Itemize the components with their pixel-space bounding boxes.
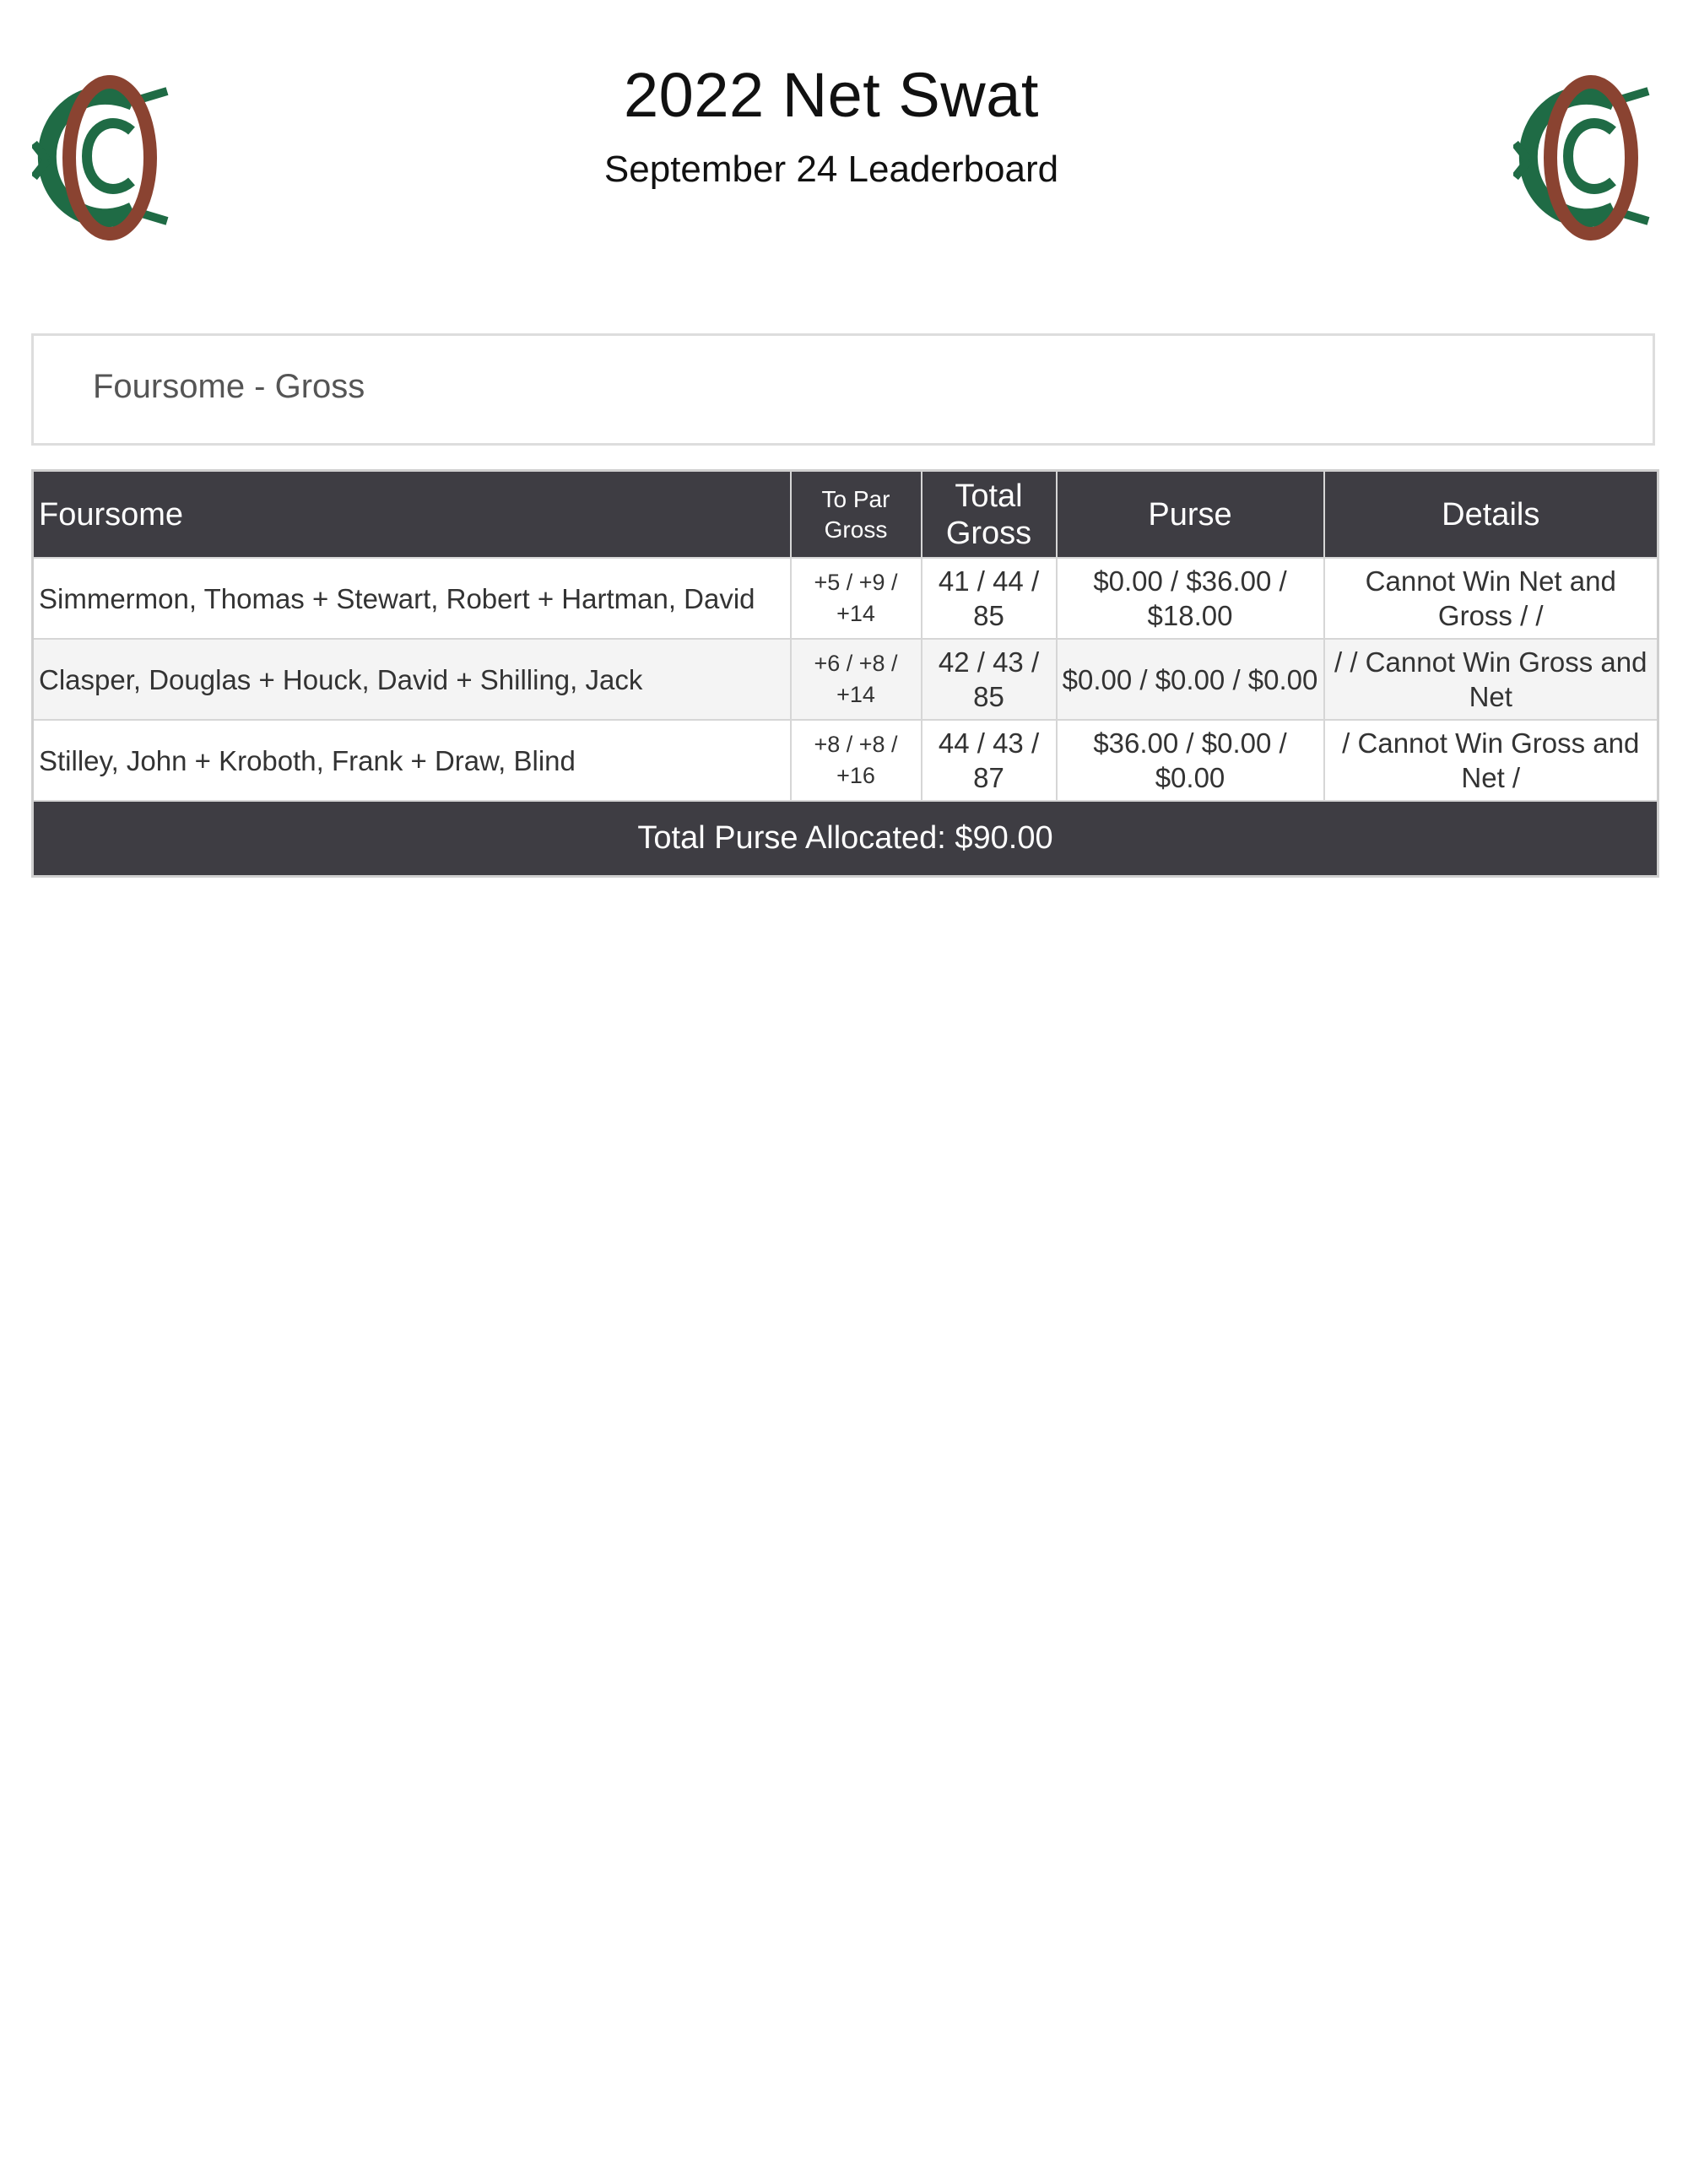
- column-header-purse: Purse: [1057, 471, 1324, 559]
- cell-details: Cannot Win Net and Gross / /: [1324, 558, 1658, 639]
- column-header-details: Details: [1324, 471, 1658, 559]
- table-header-row: [33, 471, 1658, 559]
- cell-foursome: Simmermon, Thomas + Stewart, Robert + Hartman, David: [33, 558, 791, 639]
- leaderboard-table: [31, 469, 1659, 878]
- cell-purse: $36.00 / $0.00 / $0.00: [1057, 720, 1324, 801]
- section-title: Foursome - Gross: [93, 368, 365, 405]
- cell-to-par-gross: +8 / +8 / +16: [791, 720, 922, 801]
- table-row: [33, 639, 1658, 720]
- total-purse-row: [33, 801, 1658, 877]
- cell-details: / Cannot Win Gross and Net /: [1324, 720, 1658, 801]
- cell-to-par-gross: +5 / +9 / +14: [791, 558, 922, 639]
- column-header-total-gross: [922, 471, 1057, 559]
- table-row: [33, 720, 1658, 801]
- cell-total-gross: 44 / 43 / 87: [922, 720, 1057, 801]
- cell-to-par-gross: +6 / +8 / +14: [791, 639, 922, 720]
- club-logo-right: [1513, 68, 1661, 249]
- club-monogram-logo-icon: [1513, 68, 1661, 249]
- column-header-to-par-line1: To Par: [821, 485, 890, 512]
- cell-purse: $0.00 / $36.00 / $18.00: [1057, 558, 1324, 639]
- page-subtitle: September 24 Leaderboard: [603, 149, 1059, 190]
- total-purse-label: Total Purse Allocated: $90.00: [33, 801, 1658, 877]
- column-header-foursome: Foursome: [33, 471, 791, 559]
- column-header-total-gross-line1: Total: [955, 478, 1023, 514]
- column-header-to-par-line2: Gross: [824, 516, 888, 543]
- section-header: [31, 333, 1655, 446]
- cell-total-gross: 41 / 44 / 85: [922, 558, 1057, 639]
- column-header-total-gross-line2: Gross: [945, 515, 1032, 551]
- page-title: 2022 Net Swat: [624, 60, 1039, 130]
- cell-foursome: Stilley, John + Kroboth, Frank + Draw, Blind: [33, 720, 791, 801]
- cell-total-gross: 42 / 43 / 85: [922, 639, 1057, 720]
- cell-purse: $0.00 / $0.00 / $0.00: [1057, 639, 1324, 720]
- table-row: [33, 558, 1658, 639]
- column-header-to-par-gross: [791, 471, 922, 559]
- cell-details: / / Cannot Win Gross and Net: [1324, 639, 1658, 720]
- cell-foursome: Clasper, Douglas + Houck, David + Shilling, Jack: [33, 639, 791, 720]
